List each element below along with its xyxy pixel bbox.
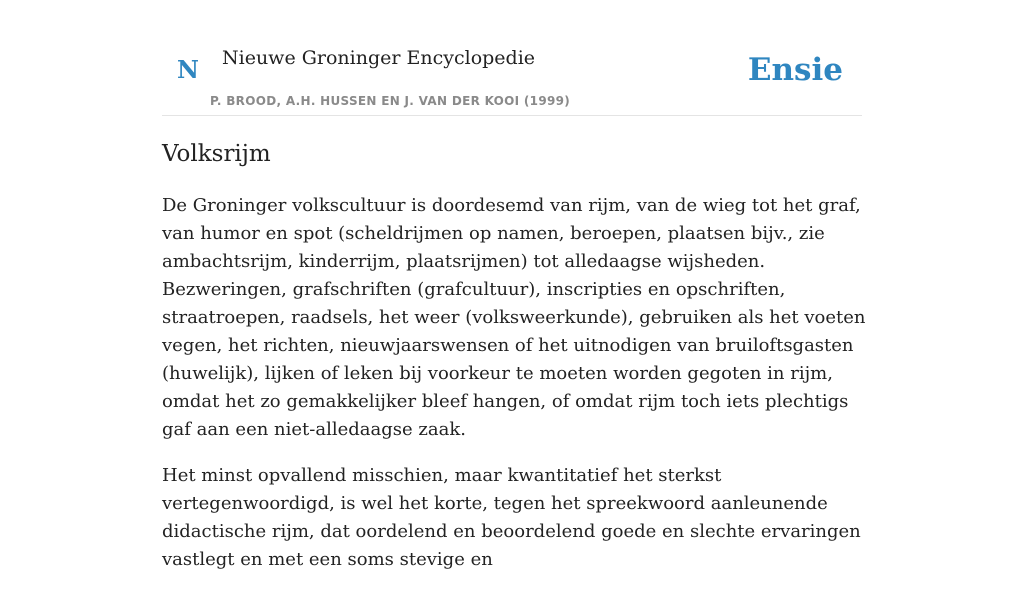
page-container [162, 0, 866, 570]
header [162, 0, 862, 116]
entry-body [162, 192, 867, 592]
book-logo-icon[interactable]: N [177, 55, 199, 84]
entry-paragraph: Het minst opvallend misschien, maar kwantitatief het sterkst vertegenwoordigd, is wel het korte, tegen het spreekwoord aanleunende didactische rijm, dat oordelend en beoordelend goede en slechte ervaringen vastlegt en met een soms stevige en [162, 465, 861, 570]
entry-paragraph: De Groninger volkscultuur is doordesemd van rijm, van de wieg tot het graf, van humor en spot (scheldrijmen op namen, beroepen, plaatsen bijv., zie ambachtsrijm, kinderrijm, plaatsrijmen) tot alledaagse wijsheden. Bezweringen, grafschriften (grafcultuur), inscripties en opschriften, straatroepen, raadsels, het weer (volksweerkunde), gebruiken als het voeten vegen, het richten, nieuwjaarswensen of het uitnodigen van bruiloftsgasten (huwelijk), lijken of leken bij voorkeur te moeten worden gegoten in rijm, omdat het zo gemakkelijker bleef hangen, of omdat rijm toch iets plechtigs gaf aan een niet-alledaagse zaak. [162, 195, 866, 440]
entry-title: Volksrijm [162, 141, 271, 167]
ensie-logo[interactable]: Ensie [747, 52, 843, 88]
book-title[interactable]: Nieuwe Groninger Encyclopedie [222, 47, 536, 69]
book-authors: P. BROOD, A.H. HUSSEN EN J. VAN DER KOOI (1999) [210, 94, 571, 108]
